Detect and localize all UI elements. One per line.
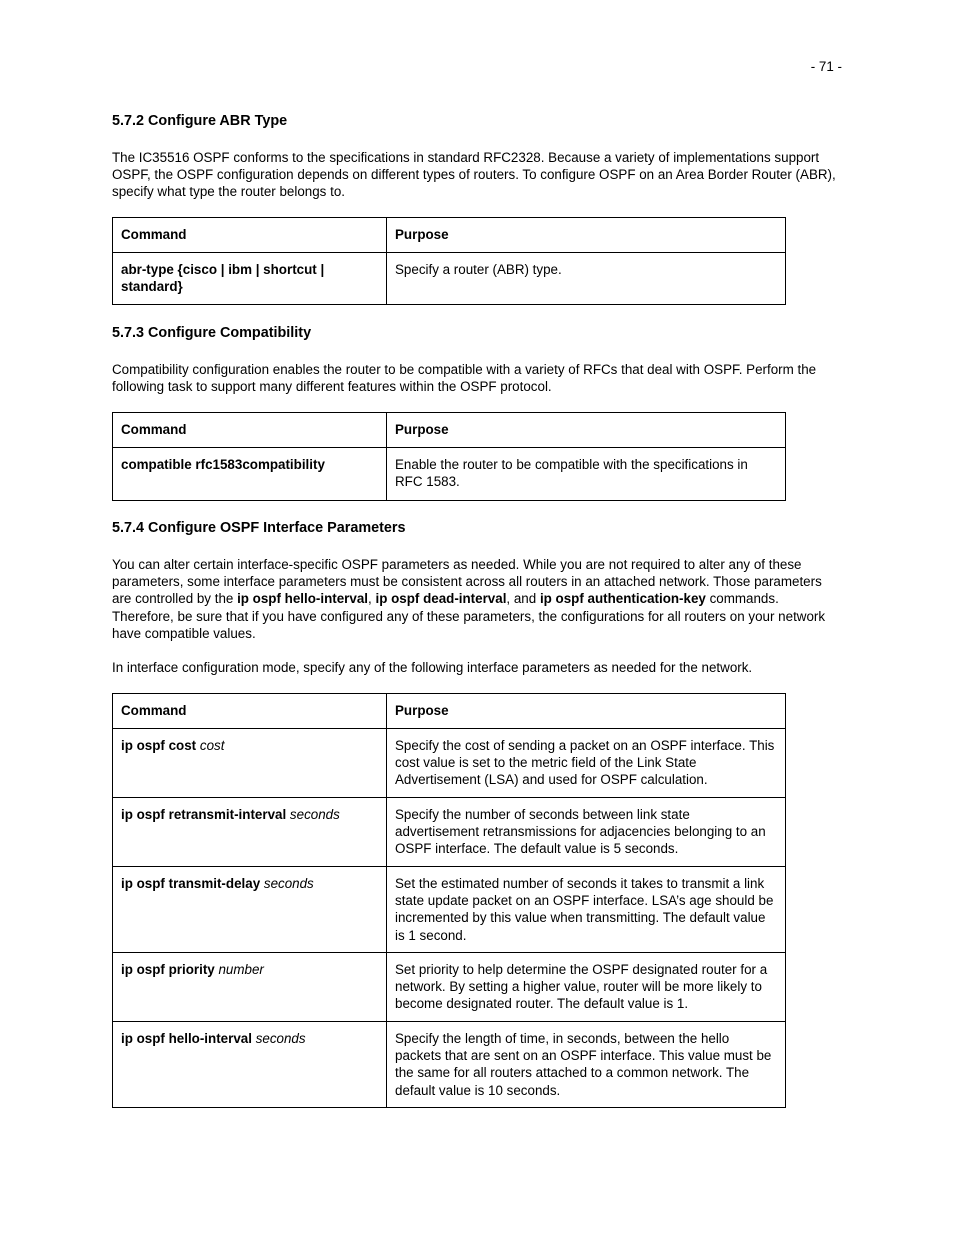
section-intro-interface-parameters — [112, 556, 842, 642]
table-header-row — [113, 694, 786, 729]
purpose-cell: Specify the cost of sending a packet on an OSPF interface. This cost value is set to the metric field of the Link State Advertisement (LSA) and used for OSPF calculation. — [387, 729, 786, 798]
abr-type-command-table — [112, 217, 786, 305]
hello-interval-keyword: ip ospf hello-interval — [237, 591, 369, 607]
command-argument: seconds — [289, 807, 340, 822]
command-cell — [113, 798, 387, 867]
intro-separator: , and — [506, 591, 540, 607]
command-argument: seconds — [255, 1031, 306, 1046]
purpose-cell: Enable the router to be compatible with the specifications in RFC 1583. — [387, 448, 786, 501]
command-argument: number — [218, 962, 264, 977]
purpose-cell: Specify the length of time, in seconds, between the hello packets that are sent on an OSPF interface. This value must be the same for all routers attached to a common network. The default value is 10 seconds. — [387, 1022, 786, 1108]
purpose-cell: Set the estimated number of seconds it takes to transmit a link state update packet on an OSPF interface. LSA’s age should be incremented by this value when transmitting. The default value is 1 second. — [387, 867, 786, 953]
section-heading-interface-parameters: 5.7.4 Configure OSPF Interface Parameters — [112, 520, 406, 536]
table-row — [113, 867, 786, 953]
command-argument: cost — [199, 738, 225, 753]
table-row — [113, 1022, 786, 1108]
authentication-key-keyword: ip ospf authentication-key — [539, 591, 706, 607]
command-column-header: Command — [113, 218, 387, 253]
command-cell — [113, 867, 387, 953]
purpose-column-header: Purpose — [387, 694, 786, 729]
command-cell — [113, 729, 387, 798]
command-cell: abr-type {cisco | ibm | shortcut | standard} — [113, 253, 387, 305]
command-name: ip ospf priority — [121, 962, 215, 977]
command-cell — [113, 1022, 387, 1108]
command-name: ip ospf retransmit-interval — [121, 807, 287, 822]
section-intro-abr-type: The IC35516 OSPF conforms to the specifications in standard RFC2328. Because a variety of implementations support OSPF, the OSPF configuration depends on different types of routers. To configure OSPF on an Area Border Router (ABR), specify what type the router belongs to. — [112, 150, 836, 200]
compatibility-command-table — [112, 412, 786, 501]
section-heading-compatibility: 5.7.3 Configure Compatibility — [112, 325, 312, 341]
interface-parameters-command-table — [112, 693, 786, 1108]
section-intro-compatibility: Compatibility configuration enables the router to be compatible with a variety of RFCs that deal with OSPF. Perform the following task to support many different features within the OSPF protocol. — [112, 362, 817, 395]
purpose-cell: Set priority to help determine the OSPF designated router for a network. By setting a higher value, router will be more likely to become designated router. The default value is 1. — [387, 953, 786, 1022]
command-name: ip ospf cost — [121, 738, 197, 753]
purpose-cell: Specify the number of seconds between link state advertisement retransmissions for adjacencies belonging to an OSPF interface. The default value is 5 seconds. — [387, 798, 786, 867]
command-name: ip ospf transmit-delay — [121, 876, 261, 891]
purpose-column-header: Purpose — [387, 218, 786, 253]
table-row — [113, 253, 786, 305]
table-row — [113, 953, 786, 1022]
command-cell: compatible rfc1583compatibility — [113, 448, 387, 501]
purpose-cell: Specify a router (ABR) type. — [387, 253, 786, 305]
intro-text: You can alter certain interface-specific OSPF parameters as needed. While you are not required to alter any of these parameters, some interface parameters must be consistent across all routers in an attached network. Those parameters are controlled by the — [112, 557, 822, 607]
command-column-header: Command — [113, 694, 387, 729]
section-heading-abr-type: 5.7.2 Configure ABR Type — [112, 113, 288, 129]
dead-interval-keyword: ip ospf dead-interval — [375, 591, 507, 607]
command-name: ip ospf hello-interval — [121, 1031, 252, 1046]
table-header-row — [113, 413, 786, 448]
page-number: - 71 - — [810, 59, 842, 74]
command-argument: seconds — [263, 876, 314, 891]
section-intro2-interface-parameters: In interface configuration mode, specify any of the following interface parameters as needed for the network. — [112, 660, 753, 675]
purpose-column-header: Purpose — [387, 413, 786, 448]
table-header-row — [113, 218, 786, 253]
command-column-header: Command — [113, 413, 387, 448]
table-row — [113, 448, 786, 501]
table-row — [113, 798, 786, 867]
intro-separator: , — [368, 591, 376, 607]
table-row — [113, 729, 786, 798]
command-cell — [113, 953, 387, 1022]
intro-text: commands. Therefore, be sure that if you have configured any of these parameters, the configurations for all routers on your network have compatible values. — [112, 591, 826, 641]
